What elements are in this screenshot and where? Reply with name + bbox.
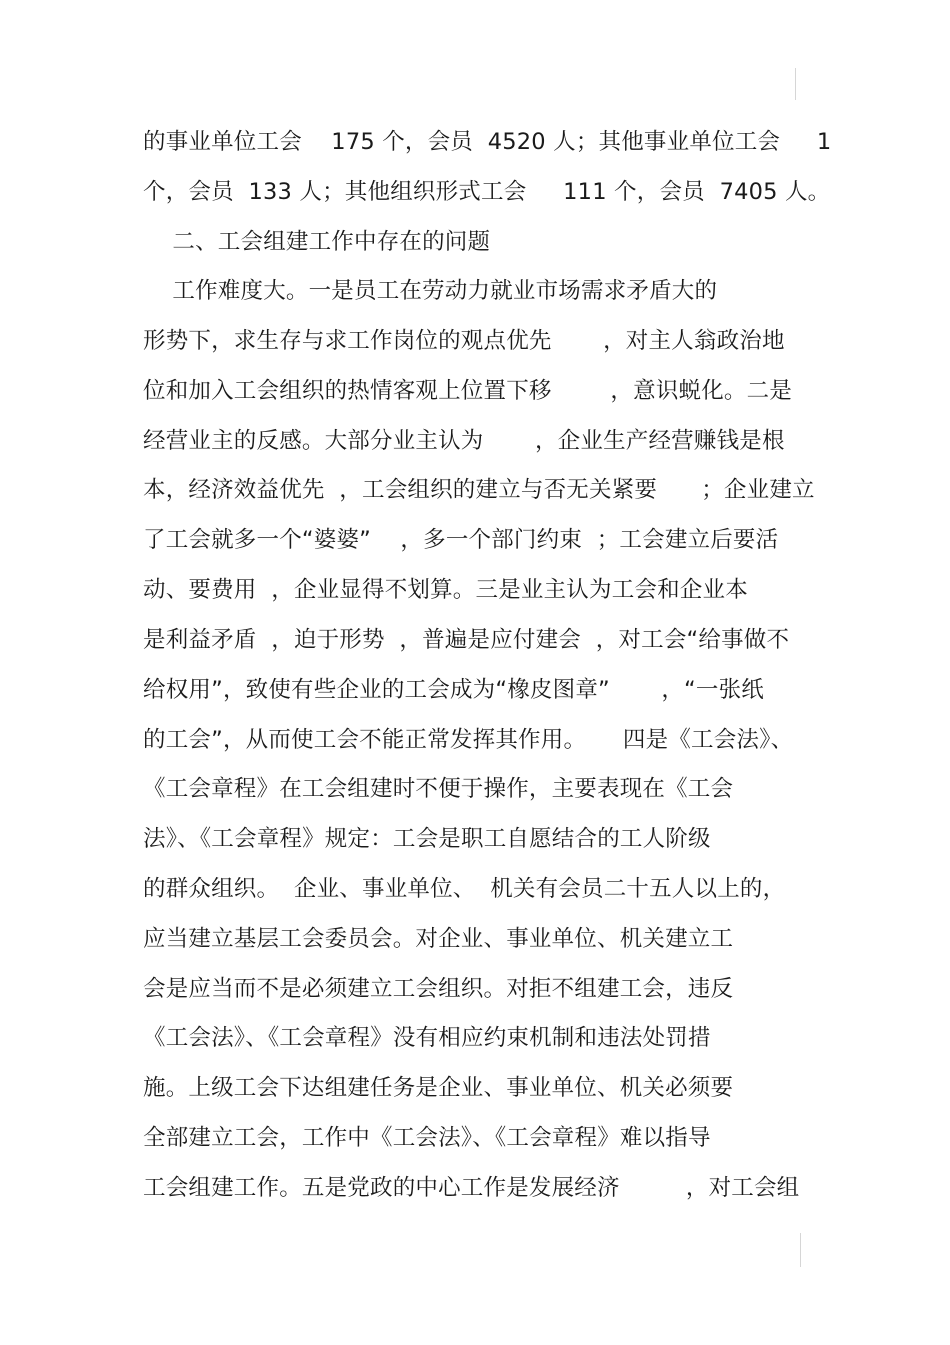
text-line-12: 给权用”，致使有些企业的工会成为“橡皮图章” ，“一张纸 <box>143 677 764 703</box>
text-line-2: 个，会员 133 人；其他组织形式工会 111 个，会员 7405 人。 <box>143 179 831 205</box>
text-line-17: 应当建立基层工会委员会。对企业、事业单位、机关建立工 <box>143 926 734 952</box>
text-line-1: 的事业单位工会 175 个，会员 4520 人；其他事业单位工会 1 <box>143 129 832 155</box>
text-line-22: 工会组建工作。五是党政的中心工作是发展经济 ，对工会组 <box>143 1175 800 1201</box>
text-line-15: 法》、《工会章程》规定：工会是职工自愿结合的工人阶级 <box>143 826 711 852</box>
text-line-19: 《工会法》、《工会章程》没有相应约束机制和违法处罚措 <box>143 1025 711 1051</box>
text-line-20: 施。上级工会下达组建任务是企业、事业单位、机关必须要 <box>143 1075 734 1101</box>
text-line-6: 位和加入工会组织的热情客观上位置下移 ，意识蜕化。二是 <box>143 378 793 404</box>
text-line-21: 全部建立工会，工作中《工会法》、《工会章程》难以指导 <box>143 1125 711 1151</box>
text-line-13: 的工会”，从而使工会不能正常发挥其作用。 四是《工会法》、 <box>143 727 794 753</box>
text-line-14: 《工会章程》在工会组建时不便于操作，主要表现在《工会 <box>143 776 734 802</box>
text-line-7: 经营业主的反感。大部分业主认为 ，企业生产经营赚钱是根 <box>143 428 785 454</box>
text-line-10: 动、要费用 ，企业显得不划算。三是业主认为工会和企业本 <box>143 577 748 603</box>
page-corner-mark-top <box>795 68 796 100</box>
text-line-8: 本，经济效益优先 ，工会组织的建立与否无关紧要 ；企业建立 <box>143 477 815 503</box>
page-corner-mark-bottom <box>800 1233 801 1267</box>
text-line-11: 是利益矛盾 ，迫于形势 ，普遍是应付建会 ，对工会“给事做不 <box>143 627 790 653</box>
text-line-9: 了工会就多一个“婆婆” ，多一个部门约束 ；工会建立后要活 <box>143 527 779 553</box>
text-line-18: 会是应当而不是必须建立工会组织。对拒不组建工会，违反 <box>143 976 734 1002</box>
text-line-5: 形势下，求生存与求工作岗位的观点优先 ，对主人翁政治地 <box>143 328 785 354</box>
text-line-4: 工作难度大。一是员工在劳动力就业市场需求矛盾大的 <box>143 278 718 304</box>
section-heading: 二、工会组建工作中存在的问题 <box>143 229 491 255</box>
text-line-16: 的群众组织。 企业、事业单位、 机关有会员二十五人以上的， <box>143 876 786 902</box>
